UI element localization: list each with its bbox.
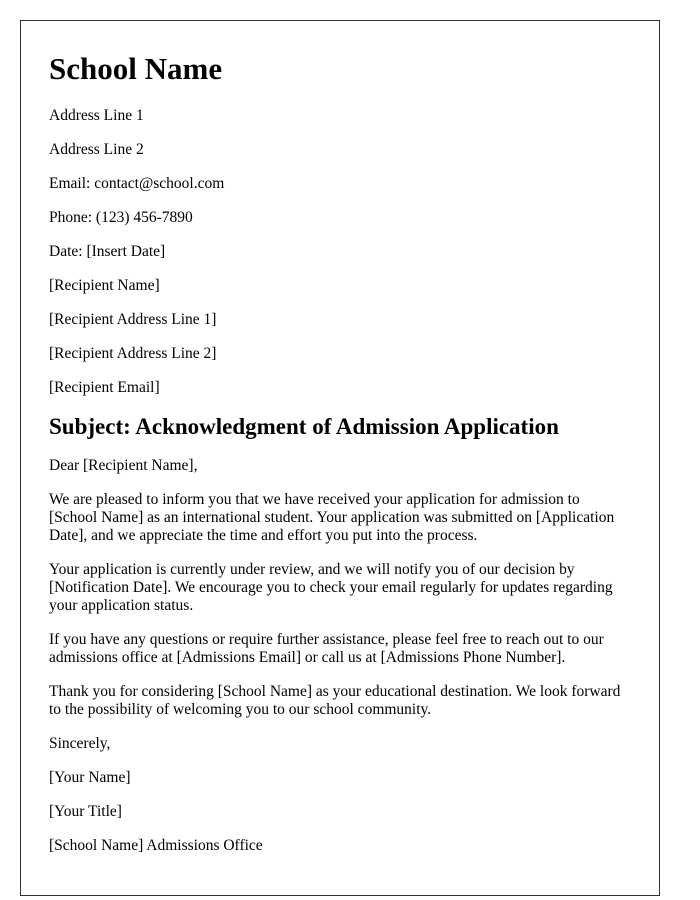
school-address-line-2: Address Line 2: [49, 141, 144, 158]
body-paragraph-3: If you have any questions or require further assistance, please feel free to reach out to our admissions office at [Admissions Email] or call us at [Admissions Phone Number].: [49, 631, 604, 666]
body-paragraph-4: Thank you for considering [School Name] as your educational destination. We look forward to the possibility of welcoming you to our school community.: [49, 683, 621, 718]
sender-title: [Your Title]: [49, 803, 122, 820]
sender-office: [School Name] Admissions Office: [49, 837, 263, 854]
subject-heading: Subject: Acknowledgment of Admission Application: [49, 414, 559, 439]
letter-date: Date: [Insert Date]: [49, 243, 166, 260]
school-email: Email: contact@school.com: [49, 175, 225, 192]
school-name-heading: School Name: [49, 51, 223, 86]
sign-off: Sincerely,: [49, 735, 111, 752]
letter-page: [20, 20, 660, 896]
sender-name: [Your Name]: [49, 769, 131, 786]
school-phone: Phone: (123) 456-7890: [49, 209, 193, 226]
body-paragraph-1: We are pleased to inform you that we have received your application for admission to [School Name] as an international student. Your application was submitted on [Application Date], and we appreciate the time and effort you put into the process.: [49, 491, 615, 544]
recipient-name: [Recipient Name]: [49, 277, 160, 294]
recipient-address-line-2: [Recipient Address Line 2]: [49, 345, 217, 362]
school-address-line-1: Address Line 1: [49, 107, 144, 124]
recipient-email: [Recipient Email]: [49, 379, 160, 396]
salutation: Dear [Recipient Name],: [49, 457, 198, 474]
recipient-address-line-1: [Recipient Address Line 1]: [49, 311, 217, 328]
body-paragraph-2: Your application is currently under review, and we will notify you of our decision by [Notification Date]. We encourage you to check your email regularly for updates regarding your application status.: [49, 561, 613, 614]
